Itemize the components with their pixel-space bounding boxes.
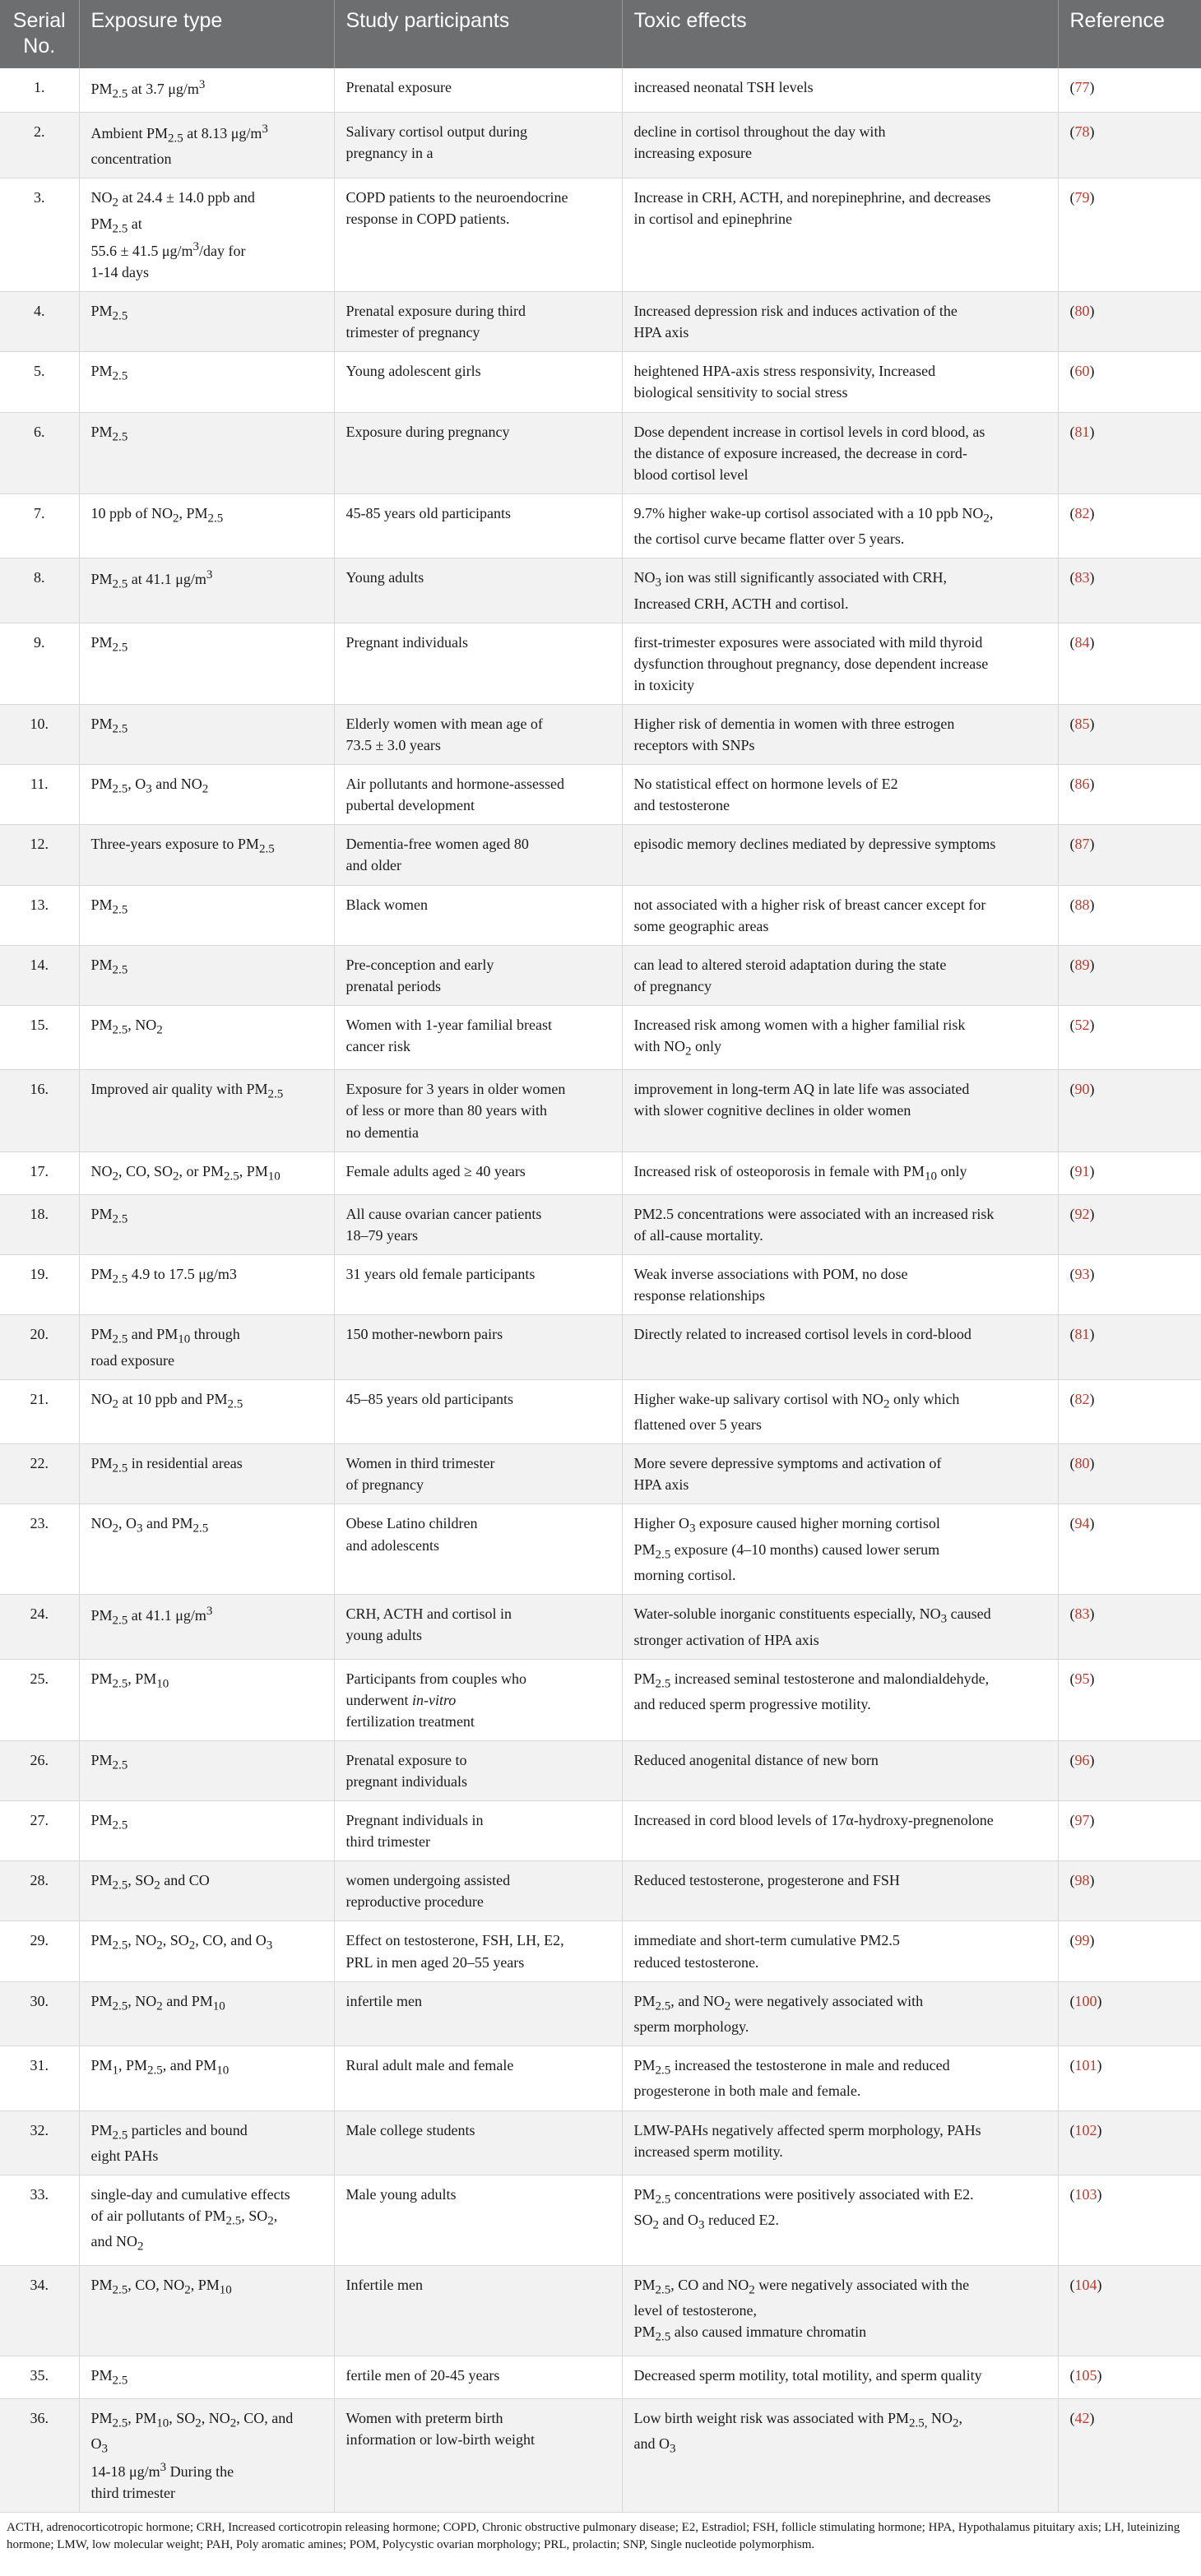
cell-exposure: $NO_2$, CO, $SO_2$, or $PM_{2.5}$, $PM_{10}$	[79, 1151, 334, 1194]
cell-serial: 16.	[0, 1070, 79, 1151]
cell-toxic-effects: $PM_{2.5}$, and $NO_2$ were negatively associated with sperm morphology.	[622, 1981, 1058, 2046]
reference-link[interactable]: 88	[1074, 896, 1090, 913]
cell-toxic-effects: Water-soluble inorganic constituents especially, $NO_3$ caused stronger activation of HPA axis	[622, 1595, 1058, 1659]
cell-toxic-effects: not associated with a higher risk of breast cancer except for some geographic areas	[622, 885, 1058, 945]
cell-serial: 26.	[0, 1740, 79, 1800]
cell-reference: (105)	[1058, 2356, 1201, 2398]
cell-participants: Dementia-free women aged 80 and older	[334, 825, 622, 885]
cell-serial: 21.	[0, 1379, 79, 1443]
cell-exposure: $PM_{2.5}$ and $PM_{10}$ through road exposure	[79, 1315, 334, 1379]
cell-reference: (89)	[1058, 945, 1201, 1005]
table-footnote: ACTH, adrenocorticotropic hormone; CRH, Increased corticotropin releasing hormone; COPD, Chronic obstructive pulmonary disease; E2, Estradiol; FSH, follicle stimulating hormone; HPA, Hypothalamus pituitary axis; LH, luteinizing hormone; LMW, low molecular weight; PAH, Poly aromatic amines; POM, Polycystic ovarian morphology; PRL, prolactin; SNP, Single nucleotide polymorphism.	[7, 2520, 1180, 2551]
cell-participants: Pregnant individuals in third trimester	[334, 1801, 622, 1861]
cell-exposure: $PM_{2.5}$	[79, 1740, 334, 1800]
table-row	[0, 1504, 1201, 1595]
cell-exposure: $PM_{2.5}$ particles and bound eight PAHs	[79, 2110, 334, 2175]
cell-reference: (86)	[1058, 765, 1201, 825]
cell-toxic-effects: No statistical effect on hormone levels of E2 and testosterone	[622, 765, 1058, 825]
cell-serial: 3.	[0, 178, 79, 292]
cell-exposure: $PM_{2.5}$ 4.9 to 17.5 μg/m3	[79, 1255, 334, 1315]
reference-link[interactable]: 84	[1074, 633, 1090, 651]
header-row	[0, 0, 1201, 68]
reference-link[interactable]: 95	[1074, 1670, 1090, 1687]
cell-serial: 19.	[0, 1255, 79, 1315]
cell-serial: 28.	[0, 1861, 79, 1921]
reference-link[interactable]: 101	[1074, 2057, 1097, 2074]
cell-toxic-effects: decline in cortisol throughout the day with increasing exposure	[622, 112, 1058, 178]
cell-serial: 12.	[0, 825, 79, 885]
table-row	[0, 1659, 1201, 1740]
cell-toxic-effects: 9.7% higher wake-up cortisol associated with a 10 ppb $NO_2$, the cortisol curve became flatter over 5 years.	[622, 493, 1058, 558]
cell-participants: Pregnant individuals	[334, 623, 622, 704]
cell-reference: (101)	[1058, 2046, 1201, 2110]
cell-toxic-effects: Dose dependent increase in cortisol levels in cord blood, as the distance of exposure increased, the decrease in cord- blood cortisol level	[622, 412, 1058, 493]
cell-participants: Exposure for 3 years in older women of less or more than 80 years with no dementia	[334, 1070, 622, 1151]
cell-participants: Women in third trimester of pregnancy	[334, 1444, 622, 1504]
cell-serial: 2.	[0, 112, 79, 178]
cell-exposure: $PM_{2.5}$ in residential areas	[79, 1444, 334, 1504]
cell-exposure: $PM_{2.5}$ at 3.7 $\mu g/m^3$	[79, 68, 334, 113]
table-row	[0, 1005, 1201, 1069]
table-row	[0, 178, 1201, 292]
cell-exposure: $PM_{2.5}$	[79, 704, 334, 764]
cell-serial: 8.	[0, 558, 79, 623]
header-participants: Study participants	[334, 0, 622, 68]
table-row	[0, 1379, 1201, 1443]
cell-exposure: $PM_{2.5}$, $NO_2$ and $PM_{10}$	[79, 1981, 334, 2046]
reference-link[interactable]: 80	[1074, 1455, 1090, 1472]
table-row	[0, 1981, 1201, 2046]
table-row	[0, 493, 1201, 558]
cell-reference: (42)	[1058, 2398, 1201, 2512]
reference-link[interactable]: 103	[1074, 2185, 1097, 2203]
cell-toxic-effects: $PM_{2.5}$, CO and $NO_2$ were negatively associated with the level of testosterone, $PM_{2.5}$ also caused immature chromatin	[622, 2265, 1058, 2356]
cell-participants: Pre-conception and early prenatal periods	[334, 945, 622, 1005]
cell-serial: 15.	[0, 1005, 79, 1069]
cell-serial: 6.	[0, 412, 79, 493]
table-row	[0, 1861, 1201, 1921]
cell-participants: Young adults	[334, 558, 622, 623]
cell-participants: Air pollutants and hormone-assessed pubertal development	[334, 765, 622, 825]
reference-link[interactable]: 99	[1074, 1932, 1090, 1949]
cell-exposure: $PM_{2.5}$	[79, 2356, 334, 2398]
cell-reference: (104)	[1058, 2265, 1201, 2356]
cell-exposure: $PM_{2.5}$	[79, 623, 334, 704]
cell-reference: (98)	[1058, 1861, 1201, 1921]
cell-toxic-effects: Increased risk among women with a higher familial risk with $NO_2$ only	[622, 1005, 1058, 1069]
cell-serial: 23.	[0, 1504, 79, 1595]
cell-reference: (103)	[1058, 2175, 1201, 2265]
cell-participants: Elderly women with mean age of 73.5 ± 3.0 years	[334, 704, 622, 764]
cell-exposure: $PM_{2.5}$	[79, 1194, 334, 1254]
reference-link[interactable]: 82	[1074, 504, 1090, 521]
cell-toxic-effects: $PM_{2.5}$ concentrations were positively associated with E2. $SO_2$ and $O_3$ reduced E2.	[622, 2175, 1058, 2265]
table-row	[0, 945, 1201, 1005]
cell-toxic-effects: can lead to altered steroid adaptation during the state of pregnancy	[622, 945, 1058, 1005]
cell-participants: Exposure during pregnancy	[334, 412, 622, 493]
cell-toxic-effects: Higher risk of dementia in women with three estrogen receptors with SNPs	[622, 704, 1058, 764]
reference-link[interactable]: 100	[1074, 1992, 1097, 2009]
cell-serial: 36.	[0, 2398, 79, 2512]
cell-toxic-effects: Increased in cord blood levels of 17α-hydroxy-pregnenolone	[622, 1801, 1058, 1861]
cell-toxic-effects: episodic memory declines mediated by depressive symptoms	[622, 825, 1058, 885]
cell-serial: 7.	[0, 493, 79, 558]
cell-reference: (78)	[1058, 112, 1201, 178]
cell-serial: 1.	[0, 68, 79, 113]
table-row	[0, 292, 1201, 352]
reference-link[interactable]: 83	[1074, 569, 1090, 586]
cell-exposure: Ambient $PM_{2.5}$ at 8.13 $\mu g/m^3$ concentration	[79, 112, 334, 178]
cell-serial: 18.	[0, 1194, 79, 1254]
cell-exposure: $PM_{2.5}$, $NO_2$	[79, 1005, 334, 1069]
reference-link[interactable]: 98	[1074, 1872, 1090, 1889]
cell-participants: 45-85 years old participants	[334, 493, 622, 558]
reference-link[interactable]: 42	[1074, 2409, 1090, 2426]
reference-link[interactable]: 104	[1074, 2276, 1097, 2293]
table-row	[0, 1255, 1201, 1315]
cell-toxic-effects: LMW-PAHs negatively affected sperm morphology, PAHs increased sperm motility.	[622, 2110, 1058, 2175]
table-row	[0, 1921, 1201, 1981]
cell-exposure: $PM_1$, $PM_{2.5}$, and $PM_{10}$	[79, 2046, 334, 2110]
reference-link[interactable]: 79	[1074, 189, 1090, 206]
cell-exposure: $PM_{2.5}$	[79, 885, 334, 945]
cell-exposure: single-day and cumulative effects of air pollutants of $PM_{2.5}$, $SO_2$, and $NO_2$	[79, 2175, 334, 2265]
table-body	[0, 68, 1201, 2513]
cell-reference: (96)	[1058, 1740, 1201, 1800]
table-row	[0, 765, 1201, 825]
cell-participants: Participants from couples who underwent in-vitro fertilization treatment	[334, 1659, 622, 1740]
table-row	[0, 885, 1201, 945]
table-row	[0, 1444, 1201, 1504]
cell-participants: Male young adults	[334, 2175, 622, 2265]
table-row	[0, 1315, 1201, 1379]
cell-toxic-effects: More severe depressive symptoms and activation of HPA axis	[622, 1444, 1058, 1504]
cell-toxic-effects: Increased risk of osteoporosis in female with $PM_{10}$ only	[622, 1151, 1058, 1194]
reference-link[interactable]: 83	[1074, 1605, 1090, 1623]
reference-link[interactable]: 105	[1074, 2366, 1097, 2384]
reference-link[interactable]: 81	[1074, 1326, 1090, 1343]
table-row	[0, 2265, 1201, 2356]
header-reference: Reference	[1058, 0, 1201, 68]
cell-reference: (83)	[1058, 1595, 1201, 1659]
cell-reference: (80)	[1058, 292, 1201, 352]
reference-link[interactable]: 78	[1074, 123, 1090, 140]
cell-serial: 30.	[0, 1981, 79, 2046]
cell-reference: (87)	[1058, 825, 1201, 885]
cell-serial: 17.	[0, 1151, 79, 1194]
cell-reference: (79)	[1058, 178, 1201, 292]
cell-reference: (60)	[1058, 352, 1201, 412]
cell-exposure: $PM_{2.5}$, $NO_2$, $SO_2$, CO, and $O_3$	[79, 1921, 334, 1981]
reference-link[interactable]: 82	[1074, 1390, 1090, 1407]
table-row	[0, 352, 1201, 412]
table-row	[0, 2175, 1201, 2265]
cell-exposure: $NO_2$, $O_3$ and $PM_{2.5}$	[79, 1504, 334, 1595]
cell-participants: Prenatal exposure	[334, 68, 622, 113]
table-row	[0, 558, 1201, 623]
cell-participants: Effect on testosterone, FSH, LH, E2, PRL in men aged 20–55 years	[334, 1921, 622, 1981]
cell-toxic-effects: heightened HPA-axis stress responsivity, Increased biological sensitivity to social stress	[622, 352, 1058, 412]
cell-toxic-effects: PM2.5 concentrations were associated with an increased risk of all-cause mortality.	[622, 1194, 1058, 1254]
table-row	[0, 1070, 1201, 1151]
reference-link[interactable]: 97	[1074, 1812, 1090, 1829]
cell-serial: 33.	[0, 2175, 79, 2265]
cell-reference: (82)	[1058, 493, 1201, 558]
cell-exposure: $PM_{2.5}$, $O_3$ and $NO_2$	[79, 765, 334, 825]
cell-serial: 24.	[0, 1595, 79, 1659]
cell-toxic-effects: immediate and short-term cumulative PM2.5 reduced testosterone.	[622, 1921, 1058, 1981]
cell-exposure: Improved air quality with $PM_{2.5}$	[79, 1070, 334, 1151]
cell-participants: All cause ovarian cancer patients 18–79 years	[334, 1194, 622, 1254]
cell-reference: (102)	[1058, 2110, 1201, 2175]
cell-serial: 35.	[0, 2356, 79, 2398]
cell-reference: (100)	[1058, 1981, 1201, 2046]
cell-reference: (88)	[1058, 885, 1201, 945]
reference-link[interactable]: 87	[1074, 836, 1090, 853]
cell-reference: (85)	[1058, 704, 1201, 764]
header-serial: Serial No.	[0, 0, 79, 68]
cell-participants: infertile men	[334, 1981, 622, 2046]
cell-toxic-effects: $PM_{2.5}$ increased seminal testosterone and malondialdehyde, and reduced sperm progressive motility.	[622, 1659, 1058, 1740]
cell-exposure: 10 ppb of $NO_2$, $PM_{2.5}$	[79, 493, 334, 558]
reference-link[interactable]: 94	[1074, 1515, 1090, 1532]
cell-reference: (52)	[1058, 1005, 1201, 1069]
cell-reference: (81)	[1058, 1315, 1201, 1379]
cell-exposure: $PM_{2.5}$, $PM_{10}$	[79, 1659, 334, 1740]
cell-participants: Infertile men	[334, 2265, 622, 2356]
cell-reference: (82)	[1058, 1379, 1201, 1443]
cell-participants: COPD patients to the neuroendocrine response in COPD patients.	[334, 178, 622, 292]
cell-reference: (80)	[1058, 1444, 1201, 1504]
reference-link[interactable]: 91	[1074, 1162, 1090, 1179]
cell-participants: Black women	[334, 885, 622, 945]
table-row	[0, 623, 1201, 704]
cell-toxic-effects: Increased depression risk and induces activation of the HPA axis	[622, 292, 1058, 352]
cell-toxic-effects: Higher wake-up salivary cortisol with $NO_2$ only which flattened over 5 years	[622, 1379, 1058, 1443]
cell-participants: Salivary cortisol output during pregnancy in a	[334, 112, 622, 178]
cell-participants: Women with 1-year familial breast cancer risk	[334, 1005, 622, 1069]
cell-reference: (83)	[1058, 558, 1201, 623]
cell-participants: Obese Latino children and adolescents	[334, 1504, 622, 1595]
header-toxic-effects: Toxic effects	[622, 0, 1058, 68]
cell-toxic-effects: Decreased sperm motility, total motility, and sperm quality	[622, 2356, 1058, 2398]
cell-serial: 25.	[0, 1659, 79, 1740]
cell-serial: 5.	[0, 352, 79, 412]
table-header	[0, 0, 1201, 68]
cell-toxic-effects: first-trimester exposures were associated with mild thyroid dysfunction throughout pregnancy, dose dependent increase in toxicity	[622, 623, 1058, 704]
cell-serial: 29.	[0, 1921, 79, 1981]
cell-participants: Male college students	[334, 2110, 622, 2175]
reference-link[interactable]: 89	[1074, 956, 1090, 973]
cell-exposure: $NO_2$ at 10 ppb and $PM_{2.5}$	[79, 1379, 334, 1443]
reference-link[interactable]: 81	[1074, 423, 1090, 440]
cell-toxic-effects: Low birth weight risk was associated with $PM_{2.5,}$ $NO_2$, and $O_3$	[622, 2398, 1058, 2512]
reference-link[interactable]: 77	[1074, 78, 1090, 95]
reference-link[interactable]: 96	[1074, 1751, 1090, 1768]
cell-toxic-effects: Weak inverse associations with POM, no dose response relationships	[622, 1255, 1058, 1315]
cell-participants: 45–85 years old participants	[334, 1379, 622, 1443]
cell-serial: 31.	[0, 2046, 79, 2110]
cell-reference: (95)	[1058, 1659, 1201, 1740]
table-row	[0, 1801, 1201, 1861]
cell-exposure: $PM_{2.5}$, CO, $NO_2$, $PM_{10}$	[79, 2265, 334, 2356]
cell-exposure: $PM_{2.5}$ at 41.1 $\mu g/m^3$	[79, 558, 334, 623]
cell-serial: 11.	[0, 765, 79, 825]
cell-reference: (90)	[1058, 1070, 1201, 1151]
cell-participants: 150 mother-newborn pairs	[334, 1315, 622, 1379]
cell-toxic-effects: Directly related to increased cortisol levels in cord-blood	[622, 1315, 1058, 1379]
reference-link[interactable]: 80	[1074, 303, 1090, 320]
cell-toxic-effects: $PM_{2.5}$ increased the testosterone in male and reduced progesterone in both male and female.	[622, 2046, 1058, 2110]
cell-toxic-effects: improvement in long-term AQ in late life was associated with slower cognitive declines in older women	[622, 1070, 1058, 1151]
cell-reference: (91)	[1058, 1151, 1201, 1194]
table-row	[0, 1194, 1201, 1254]
cell-participants: Prenatal exposure to pregnant individuals	[334, 1740, 622, 1800]
table-row	[0, 825, 1201, 885]
reference-link[interactable]: 90	[1074, 1081, 1090, 1098]
reference-link[interactable]: 102	[1074, 2121, 1097, 2138]
table-row	[0, 1151, 1201, 1194]
cell-serial: 13.	[0, 885, 79, 945]
header-exposure: Exposure type	[79, 0, 334, 68]
cell-participants: Young adolescent girls	[334, 352, 622, 412]
cell-serial: 34.	[0, 2265, 79, 2356]
cell-exposure: Three-years exposure to $PM_{2.5}$	[79, 825, 334, 885]
cell-exposure: $PM_{2.5}$ at 41.1 $\mu g/m^3$	[79, 1595, 334, 1659]
cell-toxic-effects: Higher $O_3$ exposure caused higher morning cortisol $PM_{2.5}$ exposure (4–10 months) caused lower serum morning cortisol.	[622, 1504, 1058, 1595]
table-row	[0, 704, 1201, 764]
cell-exposure: $PM_{2.5}$	[79, 945, 334, 1005]
table-row	[0, 1740, 1201, 1800]
cell-serial: 22.	[0, 1444, 79, 1504]
cell-serial: 4.	[0, 292, 79, 352]
cell-exposure: $PM_{2.5}$	[79, 352, 334, 412]
table-row	[0, 112, 1201, 178]
cell-reference: (94)	[1058, 1504, 1201, 1595]
table-row	[0, 2046, 1201, 2110]
cell-reference: (81)	[1058, 412, 1201, 493]
cell-reference: (93)	[1058, 1255, 1201, 1315]
reference-link[interactable]: 86	[1074, 776, 1090, 793]
cell-participants: women undergoing assisted reproductive procedure	[334, 1861, 622, 1921]
cell-serial: 27.	[0, 1801, 79, 1861]
cell-reference: (92)	[1058, 1194, 1201, 1254]
reference-link[interactable]: 93	[1074, 1266, 1090, 1283]
cell-reference: (84)	[1058, 623, 1201, 704]
cell-serial: 9.	[0, 623, 79, 704]
cell-toxic-effects: Reduced anogenital distance of new born	[622, 1740, 1058, 1800]
table-row	[0, 2110, 1201, 2175]
cell-exposure: $PM_{2.5}$, $SO_2$ and CO	[79, 1861, 334, 1921]
cell-serial: 10.	[0, 704, 79, 764]
cell-serial: 14.	[0, 945, 79, 1005]
table-row	[0, 2356, 1201, 2398]
cell-toxic-effects: $NO_3$ ion was still significantly associated with CRH, Increased CRH, ACTH and cortisol.	[622, 558, 1058, 623]
table-row	[0, 412, 1201, 493]
table-row	[0, 68, 1201, 113]
cell-participants: CRH, ACTH and cortisol in young adults	[334, 1595, 622, 1659]
cell-exposure: $NO_2$ at 24.4 ± 14.0 ppb and $PM_{2.5}$ at 55.6 ± 41.5 $\mu g/m^3$/day for 1-14 days	[79, 178, 334, 292]
table-row	[0, 2398, 1201, 2512]
cell-reference: (99)	[1058, 1921, 1201, 1981]
reference-link[interactable]: 92	[1074, 1205, 1090, 1222]
cell-participants: Women with preterm birth information or low-birth weight	[334, 2398, 622, 2512]
cell-participants: Female adults aged ≥ 40 years	[334, 1151, 622, 1194]
reference-link[interactable]: 85	[1074, 715, 1090, 732]
cell-reference: (77)	[1058, 68, 1201, 113]
cell-exposure: $PM_{2.5}$, $PM_{10}$, $SO_2$, $NO_2$, CO, and $O_3$ 14-18 $\mu g/m^3$ During the third trimester	[79, 2398, 334, 2512]
cell-serial: 20.	[0, 1315, 79, 1379]
cell-serial: 32.	[0, 2110, 79, 2175]
cell-participants: 31 years old female participants	[334, 1255, 622, 1315]
cell-participants: Prenatal exposure during third trimester of pregnancy	[334, 292, 622, 352]
cell-participants: Rural adult male and female	[334, 2046, 622, 2110]
reference-link[interactable]: 52	[1074, 1016, 1090, 1033]
cell-toxic-effects: Reduced testosterone, progesterone and FSH	[622, 1861, 1058, 1921]
table-row	[0, 1595, 1201, 1659]
cell-toxic-effects: increased neonatal TSH levels	[622, 68, 1058, 113]
reference-link[interactable]: 60	[1074, 363, 1090, 380]
cell-participants: fertile men of 20-45 years	[334, 2356, 622, 2398]
cell-toxic-effects: Increase in CRH, ACTH, and norepinephrine, and decreases in cortisol and epinephrine	[622, 178, 1058, 292]
cell-exposure: $PM_{2.5}$	[79, 412, 334, 493]
cell-exposure: $PM_{2.5}$	[79, 292, 334, 352]
cell-reference: (97)	[1058, 1801, 1201, 1861]
cell-exposure: $PM_{2.5}$	[79, 1801, 334, 1861]
